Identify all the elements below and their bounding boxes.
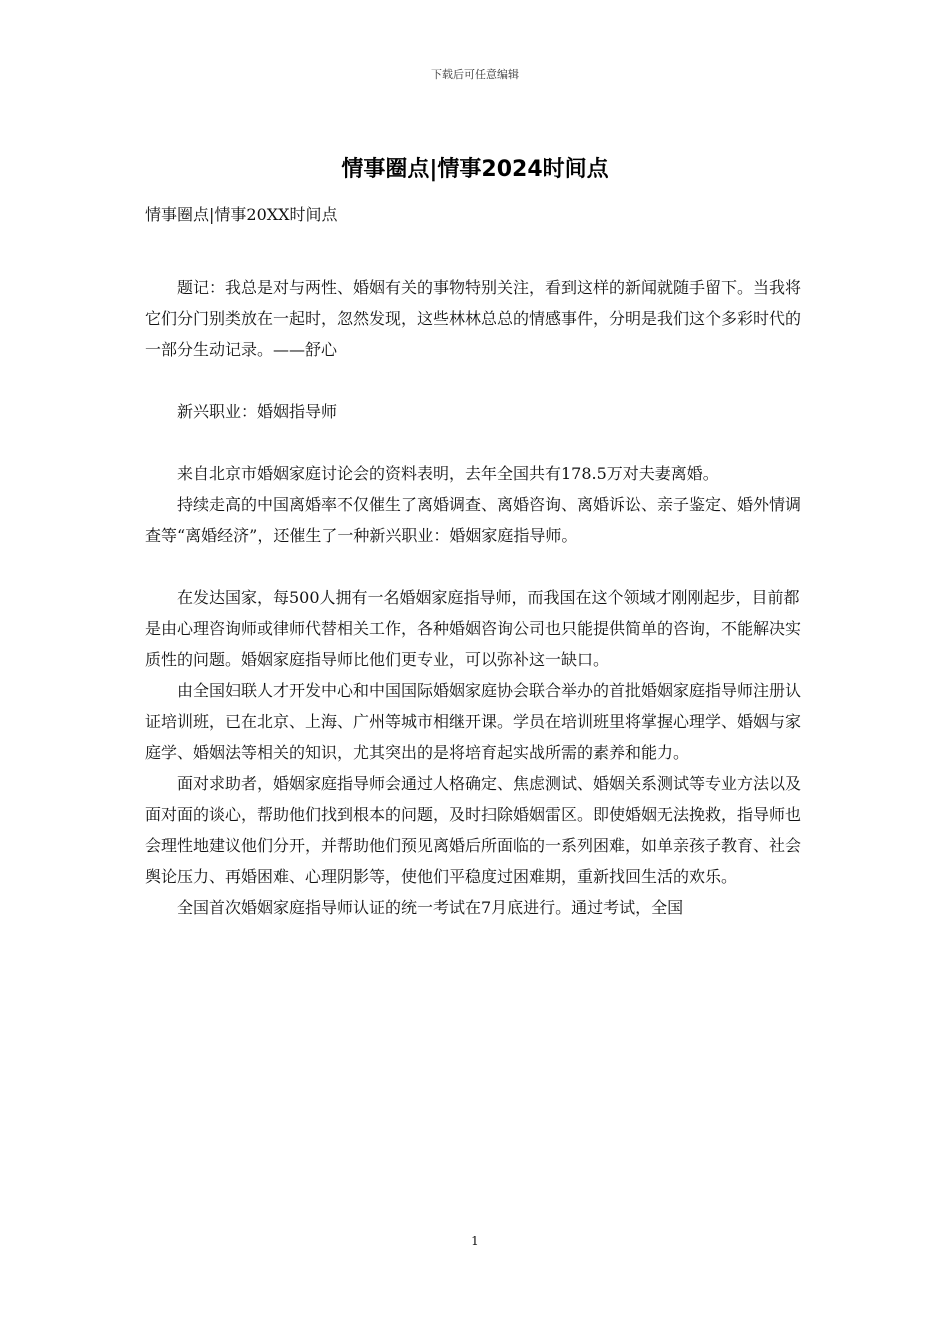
section-heading: 新兴职业：婚姻指导师 (177, 402, 338, 421)
document-title: 情事圈点|情事2024时间点 (341, 157, 609, 182)
page-number: 1 (471, 1234, 479, 1248)
paragraph: 来自北京市婚姻家庭讨论会的资料表明，去年全国共有178.5万对夫妻离婚。 (177, 464, 719, 483)
page-header-note: 下载后可任意编辑 (431, 68, 519, 81)
paragraph: 持续走高的中国离婚率不仅催生了离婚调查、离婚咨询、离婚诉讼、亲子鉴定、婚外情调查等“离婚经济”，还催生了一种新兴职业：婚姻家庭指导师。 (145, 495, 802, 545)
document-subtitle: 情事圈点|情事20XX时间点 (145, 205, 338, 224)
paragraph: 在发达国家，每500人拥有一名婚姻家庭指导师，而我国在这个领域才刚刚起步，目前都是由心理咨询师或律师代替相关工作，各种婚姻咨询公司也只能提供简单的咨询，不能解决实质性的问题。婚姻家庭指导师比他们更专业，可以弥补这一缺口。 (145, 588, 802, 669)
paragraph-epigraph: 题记：我总是对与两性、婚姻有关的事物特别关注，看到这样的新闻就随手留下。当我将它们分门别类放在一起时，忽然发现，这些林林总总的情感事件，分明是我们这个多彩时代的一部分生动记录。——舒心 (145, 278, 802, 359)
paragraph: 全国首次婚姻家庭指导师认证的统一考试在7月底进行。通过考试，全国 (177, 898, 684, 917)
paragraph: 由全国妇联人才开发中心和中国国际婚姻家庭协会联合举办的首批婚姻家庭指导师注册认证培训班，已在北京、上海、广州等城市相继开课。学员在培训班里将掌握心理学、婚姻与家庭学、婚姻法等相关的知识，尤其突出的是将培育起实战所需的素养和能力。 (145, 681, 802, 762)
paragraph: 面对求助者，婚姻家庭指导师会通过人格确定、焦虑测试、婚姻关系测试等专业方法以及面对面的谈心，帮助他们找到根本的问题，及时扫除婚姻雷区。即使婚姻无法挽救，指导师也会理性地建议他们分开，并帮助他们预见离婚后所面临的一系列困难，如单亲孩子教育、社会舆论压力、再婚困难、心理阴影等，使他们平稳度过困难期，重新找回生活的欢乐。 (145, 774, 802, 886)
document-body (145, 272, 807, 923)
